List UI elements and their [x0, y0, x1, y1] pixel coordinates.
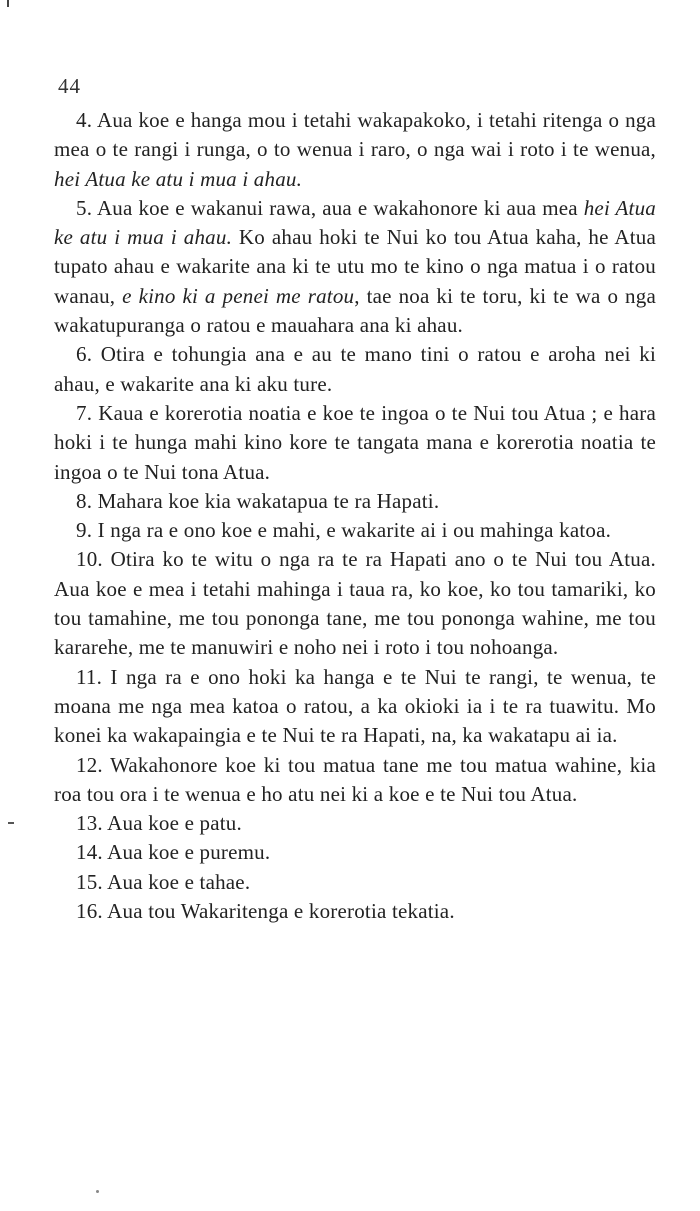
paragraph-text-continued: Ko ahau hoki te Nui ko tou Atua kaha, he Atua tupato ahau e wakarite ana ki te utu mo te kino o nga matua i o ratou wanau, — [54, 225, 657, 308]
paragraph-number: 12. — [76, 752, 103, 777]
paragraph-text: Aua tou Wakaritenga e korerotia tekatia. — [107, 899, 455, 924]
paragraph-number: 10. — [76, 547, 103, 572]
paragraph-14 — [54, 838, 656, 867]
paragraph-16 — [54, 897, 656, 926]
paragraph-13 — [54, 809, 656, 838]
paragraph-text: Aua koe e tahae. — [107, 869, 251, 894]
paragraph-9 — [54, 516, 656, 545]
page-number: 44 — [58, 74, 81, 98]
paragraph-text: Aua koe e patu. — [107, 811, 242, 836]
paragraph-12 — [54, 751, 656, 810]
paragraph-number: 9. — [76, 518, 93, 543]
margin-mark — [8, 822, 14, 824]
paragraph-italic-text: hei Atua ke atu i mua i ahau. — [54, 195, 656, 250]
paragraph-text: Aua koe e hanga mou i tetahi wakapakoko, i tetahi ritenga o nga mea o te rangi i runga, o to wenua i raro, o nga wai i roto i te wenua, — [54, 108, 657, 162]
paragraph-italic-text: hei Atua ke atu i mua i ahau. — [54, 166, 303, 191]
paragraph-number: 13. — [76, 811, 103, 836]
paragraph-10 — [54, 545, 656, 662]
paragraph-8 — [54, 487, 656, 516]
paragraph-number: 14. — [76, 840, 103, 865]
paragraph-text: Wakahonore koe ki tou matua tane me tou matua wahine, kia roa tou ora i te wenua e ho atu nei ki a koe e te Nui tou Atua. — [54, 752, 656, 806]
paragraph-number: 8. — [76, 488, 93, 513]
paragraph-italic-text-2: e kino ki a penei me ratou — [122, 283, 355, 308]
paragraph-6 — [54, 340, 656, 399]
corner-mark — [7, 0, 9, 7]
paragraph-number: 4. — [76, 108, 93, 132]
paragraph-number: 15. — [76, 869, 103, 894]
paragraph-text: I nga ra e ono koe e mahi, e wakarite ai i ou mahinga katoa. — [97, 518, 612, 543]
paragraph-text: I nga ra e ono hoki ka hanga e te Nui te rangi, te wenua, te moana me nga mea katoa o ratou, a ka okioki ia i te ra tuawitu. Mo konei ka wakapaingia e te Nui te ra Hapati, na, ka wakatapu ai ia. — [54, 664, 656, 748]
paragraph-text: Otira ko te witu o nga ra te ra Hapati ano o te Nui tou Atua. Aua koe e mea i tetahi mahinga i taua ra, ko koe, ko tou tamariki, ko tou tamahine, me tou pononga tane, me tou pononga wahine, me tou kararehe, me te manuwiri e noho nei i roto i tou nohoanga. — [54, 547, 656, 660]
paragraph-15 — [54, 868, 656, 897]
speck-mark — [96, 1190, 99, 1193]
paragraph-text-end: , tae noa ki te toru, ki te wa o nga wakatupuranga o ratou e mauahara ana ki ahau. — [54, 283, 656, 338]
page-body — [54, 106, 656, 926]
paragraph-5 — [54, 194, 656, 340]
paragraph-number: 5. — [76, 195, 93, 220]
paragraph-7 — [54, 399, 656, 487]
paragraph-4 — [54, 106, 656, 194]
paragraph-number: 6. — [76, 342, 93, 367]
paragraph-text: Aua koe e puremu. — [107, 840, 271, 865]
paragraph-text: Mahara koe kia wakatapua te ra Hapati. — [97, 488, 440, 513]
paragraph-text: Kaua e korerotia noatia e koe te ingoa o te Nui tou Atua ; e hara hoki i te hunga mahi kino kore te tangata mana e korerotia noatia te ingoa o te Nui tona Atua. — [54, 400, 656, 484]
paragraph-number: 16. — [76, 899, 103, 924]
paragraph-number: 7. — [76, 400, 93, 425]
paragraph-11 — [54, 663, 656, 751]
paragraph-text: Otira e tohungia ana e au te mano tini o ratou e aroha nei ki ahau, e wakarite ana ki aku ture. — [54, 342, 656, 396]
paragraph-number: 11. — [76, 664, 103, 689]
paragraph-text: Aua koe e wakanui rawa, aua e wakahonore ki aua mea — [96, 195, 584, 220]
